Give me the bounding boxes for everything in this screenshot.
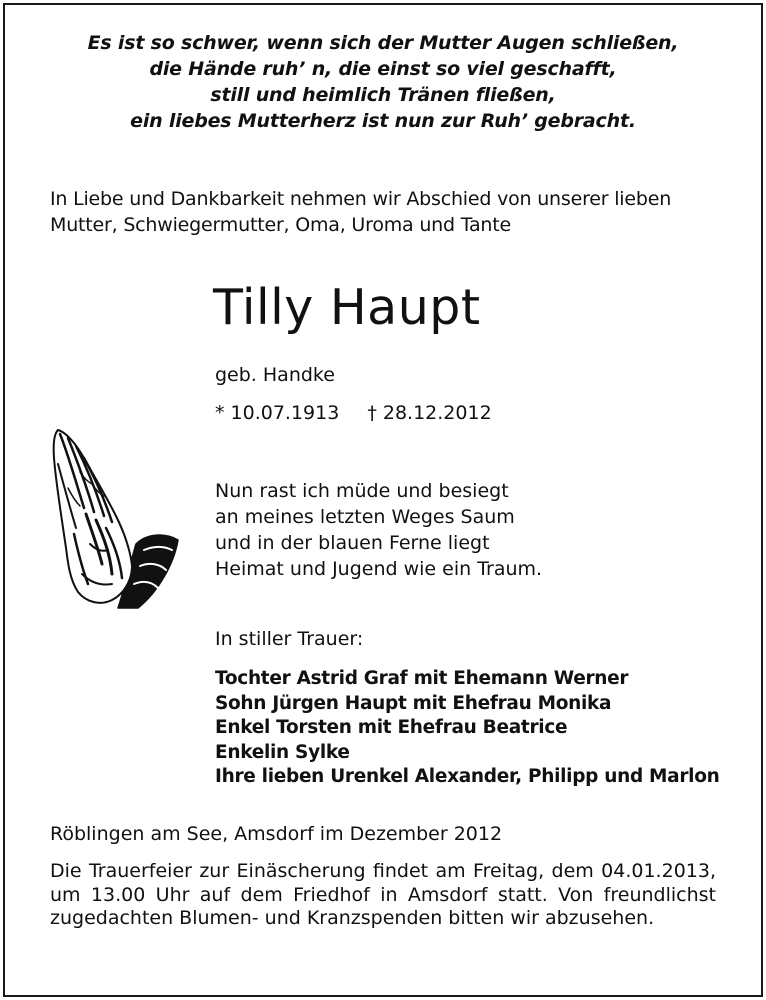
opening-poem <box>0 30 766 134</box>
verse-line: und in der blauen Ferne liegt <box>215 532 490 554</box>
poem-line: still und heimlich Tränen fließen, <box>210 84 556 106</box>
mourner-entry: Ihre lieben Urenkel Alexander, Philipp und Marlon <box>215 766 720 787</box>
mourner-entry: Sohn Jürgen Haupt mit Ehefrau Monika <box>215 692 612 714</box>
poem-line: Es ist so schwer, wenn sich der Mutter Augen schließen, <box>87 32 679 54</box>
mourner-entry: Enkel Torsten mit Ehefrau Beatrice <box>215 717 568 738</box>
verse-line: Heimat und Jugend wie ein Traum. <box>215 558 543 580</box>
place-and-date: Röblingen am See, Amsdorf im Dezember 2012 <box>50 823 503 845</box>
intro-line: In Liebe und Dankbarkeit nehmen wir Abschied von unserer lieben <box>50 188 672 210</box>
poem-line: ein liebes Mutterherz ist nun zur Ruh’ gebracht. <box>130 110 636 132</box>
poem-line: die Hände ruh’ n, die einst so viel geschafft, <box>149 58 617 80</box>
mourning-label: In stiller Trauer: <box>215 628 364 650</box>
mourner-entry: Tochter Astrid Graf mit Ehemann Werner <box>215 668 629 689</box>
deceased-name: Tilly Haupt <box>213 279 481 336</box>
praying-hands-icon <box>46 424 186 610</box>
birth-name: geb. Handke <box>215 364 335 386</box>
funeral-details: Die Trauerfeier zur Einäscherung findet am Freitag, dem 04.01.2013, um 13.00 Uhr auf dem Friedhof in Amsdorf statt. Von freundlichst zugedachten Blumen- und Kranzspenden bitten wir abzusehen. <box>50 860 716 929</box>
memorial-verse <box>215 478 542 582</box>
life-dates <box>215 400 492 426</box>
verse-line: an meines letzten Weges Saum <box>215 506 515 528</box>
mourner-entry: Enkelin Sylke <box>215 741 350 763</box>
death-date: † 28.12.2012 <box>367 402 492 424</box>
mourners-list <box>215 667 720 790</box>
verse-line: Nun rast ich müde und besiegt <box>215 480 509 502</box>
intro-line: Mutter, Schwiegermutter, Oma, Uroma und Tante <box>50 214 511 236</box>
birth-date: * 10.07.1913 <box>215 402 340 424</box>
intro-text <box>50 186 671 238</box>
